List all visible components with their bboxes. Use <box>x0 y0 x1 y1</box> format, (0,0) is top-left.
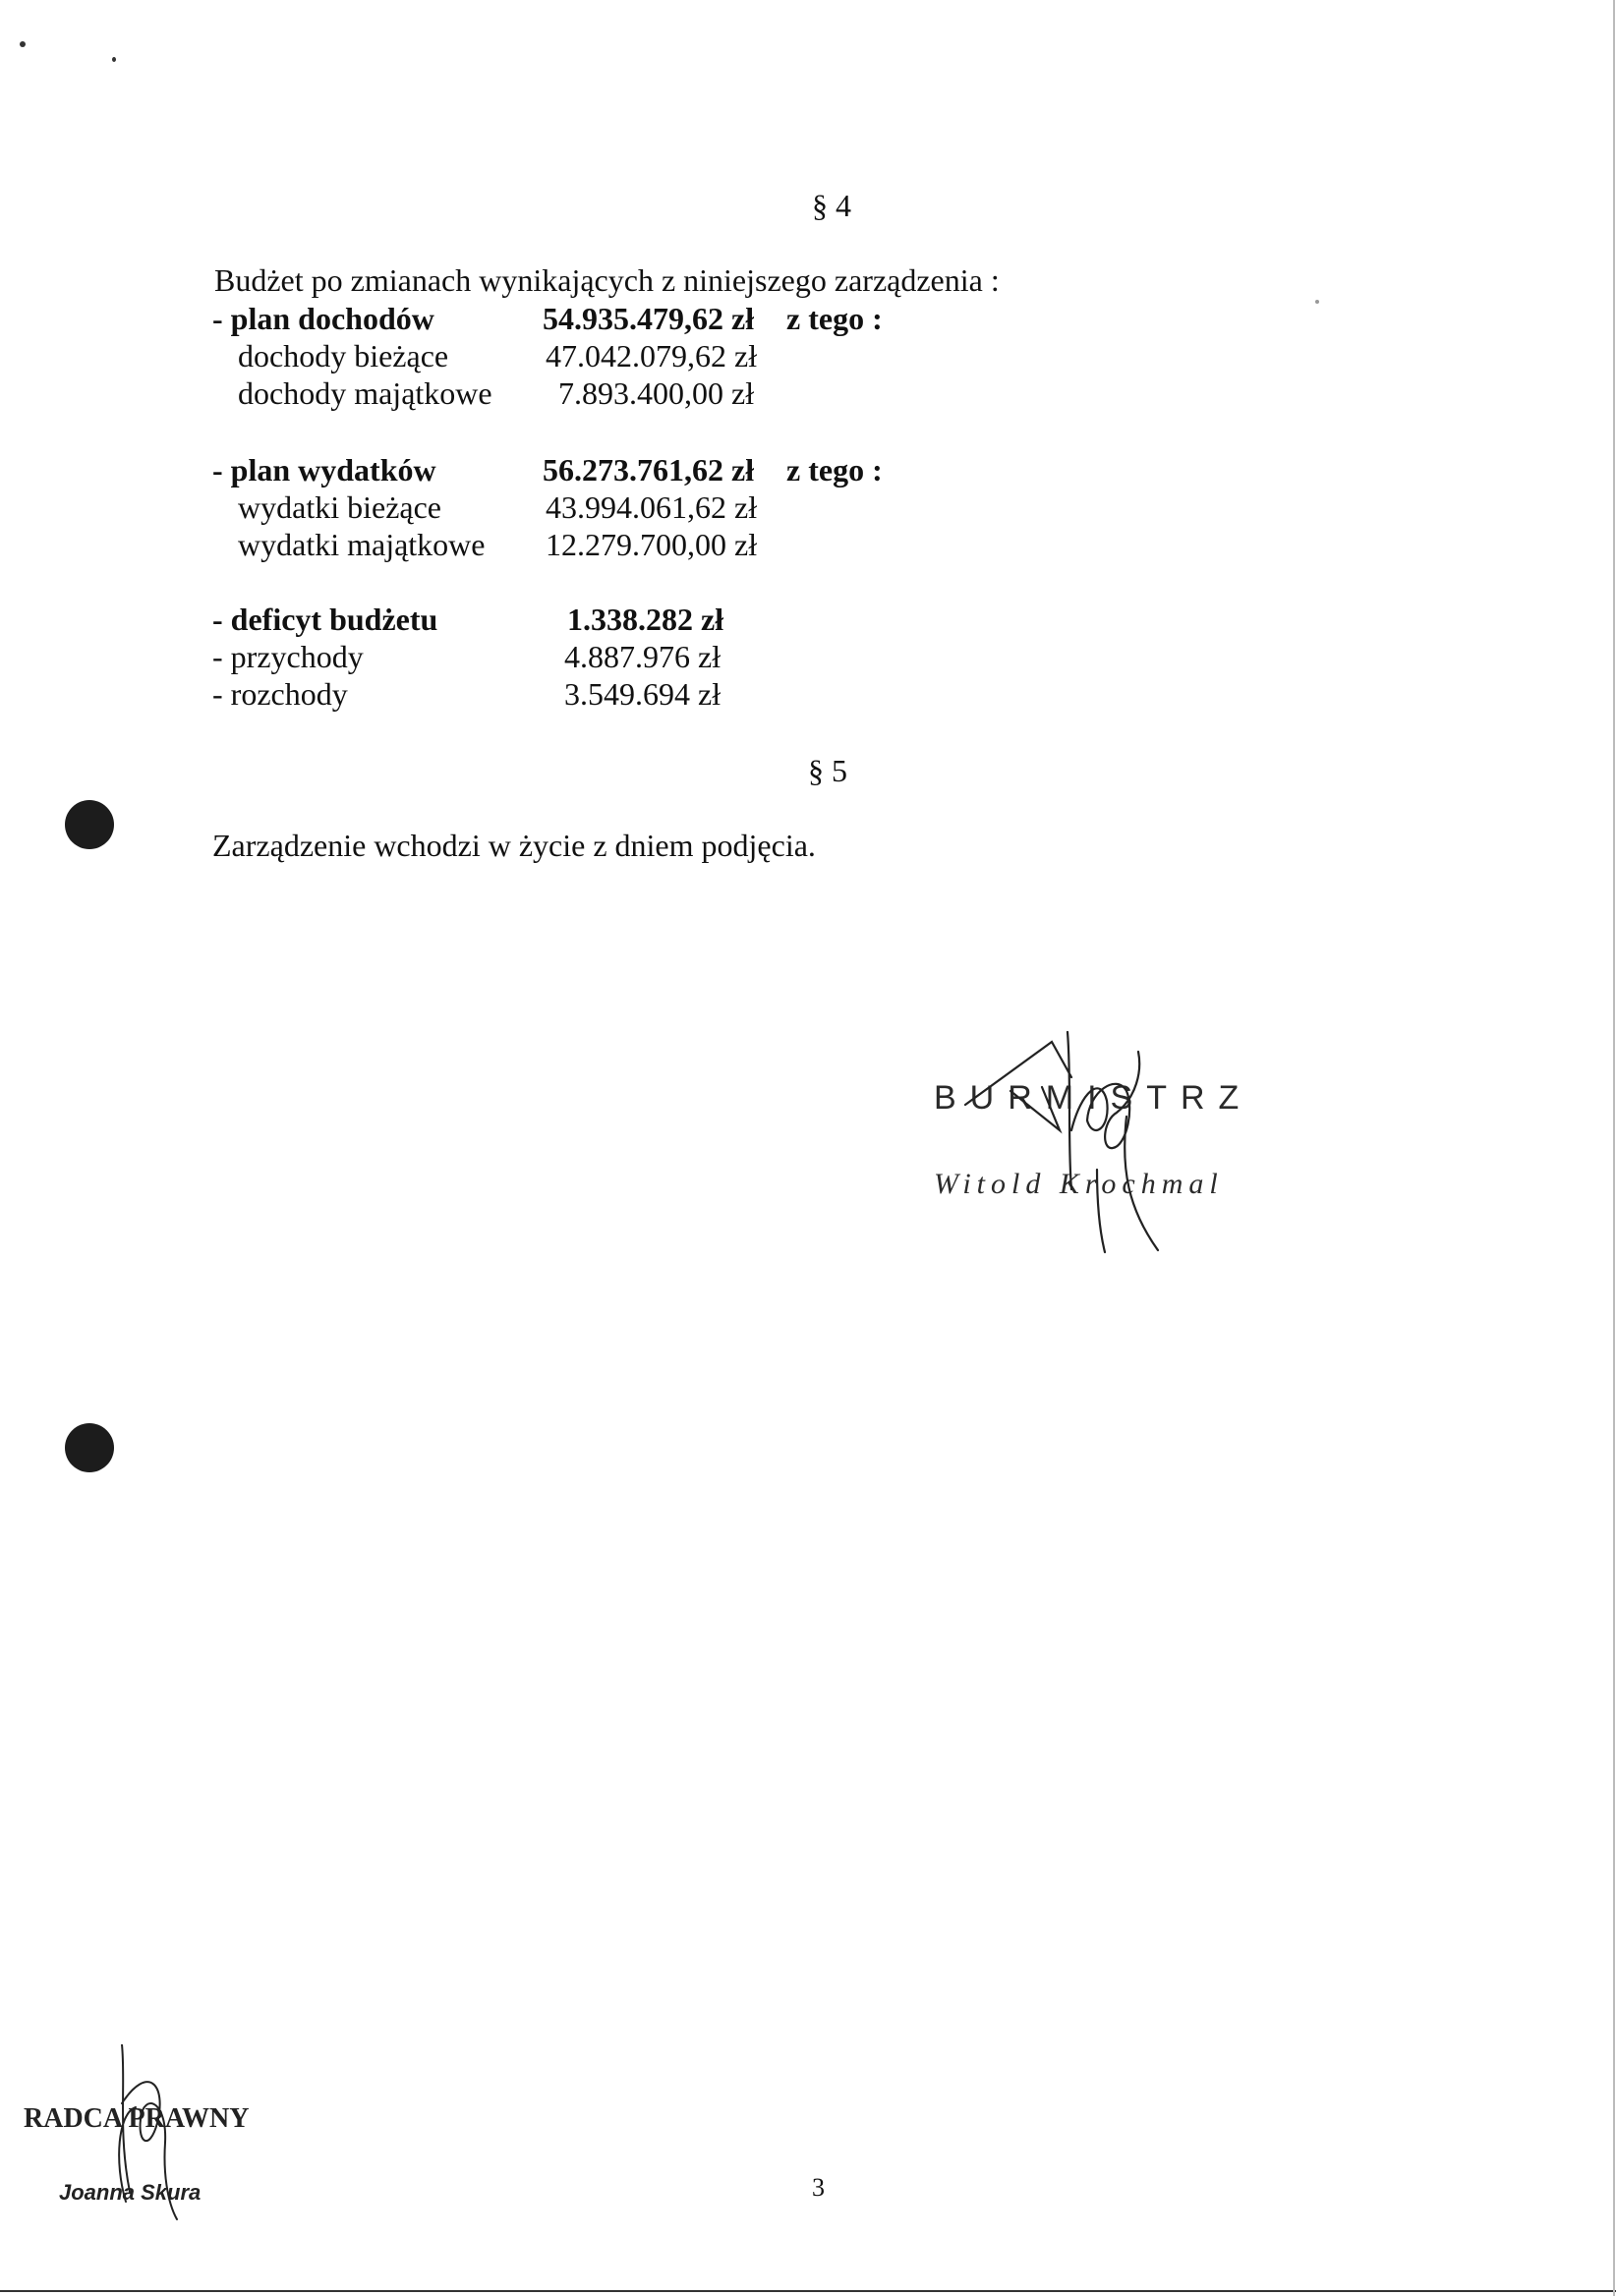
punch-hole <box>65 800 114 849</box>
page-number: 3 <box>812 2173 825 2202</box>
scan-speck <box>1315 300 1319 304</box>
income-plan-label: - plan dochodów <box>212 301 434 336</box>
section-4-heading: § 4 <box>812 188 851 223</box>
scan-speck <box>20 41 26 47</box>
deficit-amount: 1.338.282 zł <box>567 602 724 637</box>
income-capital-label: dochody majątkowe <box>238 375 492 411</box>
income-plan-suffix: z tego : <box>786 301 883 336</box>
outflows-amount: 3.549.694 zł <box>564 676 721 712</box>
scan-right-edge <box>1613 0 1615 2296</box>
mayor-signature <box>924 1022 1278 1258</box>
scan-bottom-edge <box>0 2290 1616 2292</box>
punch-hole <box>65 1423 114 1472</box>
income-current-amount: 47.042.079,62 zł <box>546 338 758 373</box>
income-plan-amount: 54.935.479,62 zł <box>543 301 755 336</box>
expense-plan-label: - plan wydatków <box>212 452 436 488</box>
expense-plan-amount: 56.273.761,62 zł <box>543 452 755 488</box>
section-5-heading: § 5 <box>808 753 847 788</box>
income-current-label: dochody bieżące <box>238 338 449 373</box>
scan-speck <box>112 57 116 62</box>
closing-statement: Zarządzenie wchodzi w życie z dniem podjęcia. <box>212 828 816 863</box>
expense-capital-label: wydatki majątkowe <box>238 527 486 562</box>
deficit-label: - deficyt budżetu <box>212 602 438 637</box>
mayor-stamp-title: BURMISTRZ <box>934 1079 1253 1117</box>
counsel-stamp-title: RADCA PRAWNY <box>24 2103 250 2134</box>
expense-capital-amount: 12.279.700,00 zł <box>546 527 758 562</box>
revenues-label: - przychody <box>212 639 364 674</box>
expense-current-label: wydatki bieżące <box>238 489 441 525</box>
counsel-stamp <box>20 2044 275 2221</box>
expense-plan-suffix: z tego : <box>786 452 883 488</box>
outflows-label: - rozchody <box>212 676 348 712</box>
mayor-stamp-name: Witold Krochmal <box>934 1168 1224 1200</box>
counsel-signature <box>20 2044 275 2221</box>
income-capital-amount: 7.893.400,00 zł <box>558 375 755 411</box>
budget-intro: Budżet po zmianach wynikających z niniejszego zarządzenia : <box>214 262 1000 298</box>
revenues-amount: 4.887.976 zł <box>564 639 721 674</box>
counsel-stamp-name: Joanna Skura <box>59 2180 202 2205</box>
expense-current-amount: 43.994.061,62 zł <box>546 489 758 525</box>
mayor-stamp <box>924 1022 1278 1258</box>
